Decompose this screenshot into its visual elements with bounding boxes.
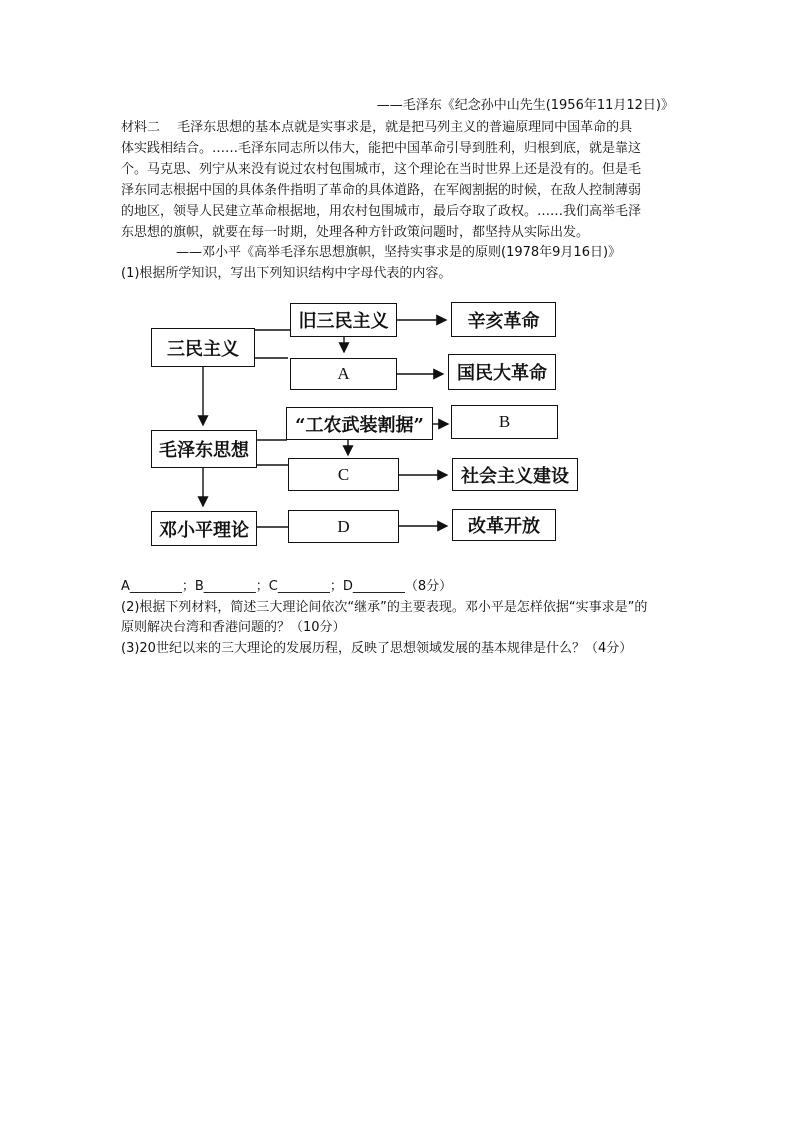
quote1-source: ——毛泽东《纪念孙中山先生(1956年11月12日)》 (376, 98, 674, 113)
question-2-line-1: (2)根据下列材料，简述三大理论间依次“继承”的主要表现。邓小平是怎样依据“实事求是”的 (121, 600, 648, 615)
material2-line-4: 泽东同志根据中国的具体条件指明了革命的具体道路，在军阀割据的时候，在敌人控制薄弱 (121, 183, 642, 198)
material2-line-2: 体实践相结合。……毛泽东同志所以伟大，能把中国革命引导到胜利，归根到底，就是靠这 (121, 141, 642, 156)
material2-line-6: 东思想的旗帜，就要在每一时期，处理各种方针政策问题时，都坚持从实际出发。 (121, 225, 590, 240)
material2-line-5: 的地区，领导人民建立革命根据地，用农村包围城市，最后夺取了政权。……我们高举毛泽 (121, 204, 642, 219)
question-2-line-2: 原则解决台湾和香港问题的？（10分） (121, 620, 346, 635)
box-b: B (451, 405, 558, 439)
box-d: D (288, 510, 399, 543)
box-maozedong-thought: 毛泽东思想 (151, 430, 257, 468)
question-3: (3)20世纪以来的三大理论的发展历程，反映了思想领域发展的基本规律是什么？（4分） (121, 641, 633, 656)
box-xinhai-revolution: 辛亥革命 (451, 302, 556, 337)
material2-line-3: 个。马克思、列宁从来没有说过农村包围城市，这个理论在当时世界上还是没有的。但是毛 (121, 162, 642, 177)
material2-line-1: 材料二 毛泽东思想的基本点就是实事求是，就是把马列主义的普遍原理同中国革命的具 (121, 120, 633, 135)
box-dengxiaoping-theory: 邓小平理论 (151, 511, 257, 546)
box-reform-opening: 改革开放 (452, 509, 556, 541)
box-socialist-construction: 社会主义建设 (452, 458, 578, 491)
answer-blanks: A________；B________；C________；D________（8分） (121, 579, 453, 594)
box-jiusanminzhuyi: 旧三民主义 (290, 303, 397, 337)
quote2-source: ——邓小平《高举毛泽东思想旗帜，坚持实事求是的原则(1978年9月16日)》 (176, 245, 622, 260)
box-c: C (288, 458, 399, 491)
box-a: A (290, 358, 397, 390)
question-1: (1)根据所学知识，写出下列知识结构中字母代表的内容。 (121, 266, 452, 281)
box-national-revolution: 国民大革命 (448, 354, 556, 390)
box-gongnong: “工农武装割据” (286, 407, 433, 440)
box-sanminzhuyi: 三民主义 (151, 328, 255, 367)
